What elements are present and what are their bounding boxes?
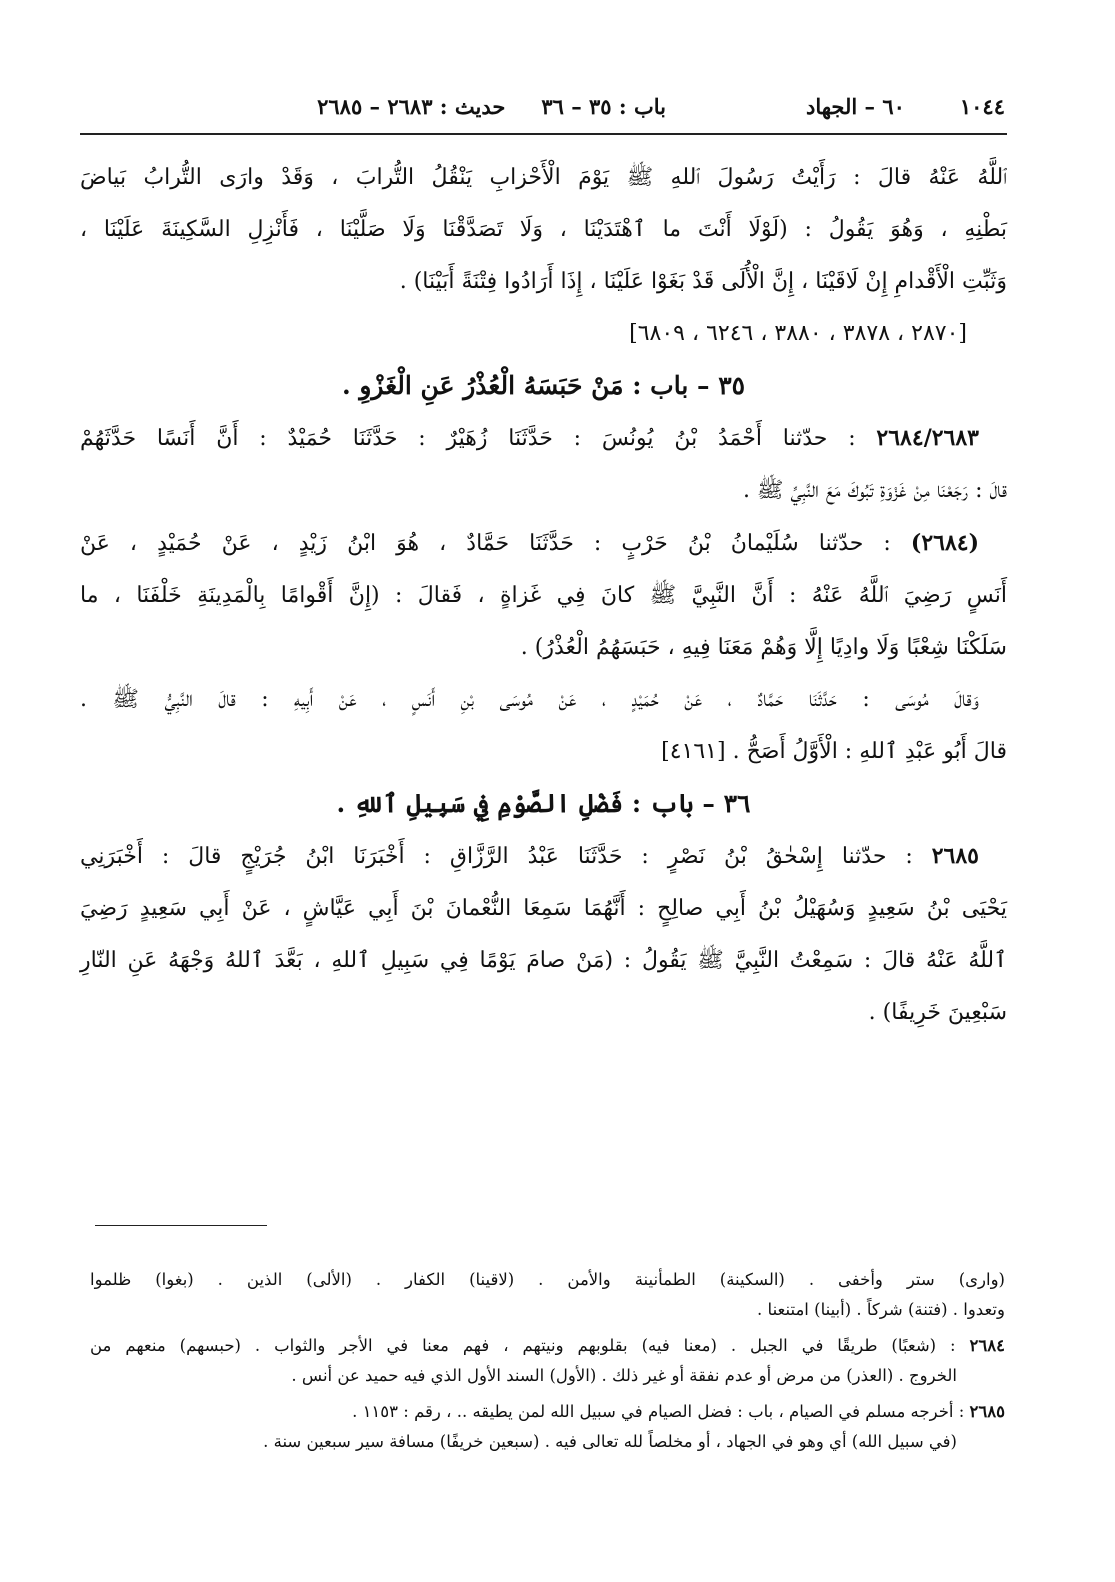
footnote-text: : أخرجه مسلم في الصيام ، باب : فضل الصيام في سبيل الله لمن يطيقه .. ، رقم : ١١٥٣ . [352,1402,970,1421]
footnotes [90,1265,1005,1463]
footnote-line: (وارى) ستر وأخفى . (السكينة) الطمأنينة والأمن . (لاقينا) الكفار . (الألى) الذين . (بغوا) ظلموا [90,1270,1005,1289]
footnote-line [90,1331,1005,1361]
page-number: ١٠٤٤ [959,93,1005,119]
footnote-2684 [90,1331,1005,1391]
footnote-number: ٢٦٨٥ [969,1402,1005,1421]
footnote-2685 [90,1397,1005,1457]
hadith-number: ٢٦٨٤/٢٦٨٣ [876,425,979,451]
bab-35-title: ٣٥ – باب : مَنْ حَبَسَهُ الْعُذْرُ عَنِ الْغَزْوِ . [341,371,746,400]
text-line: بَطْنِهِ ، وَهُوَ يَقُولُ : (لَوْلَا أَنْتَ ما ٱهْتَدَيْنَا ، وَلَا تَصَدَّقْنَا وَلَا صَلَّيْنَا ، فَأَنْزِلِ السَّكِينَةَ عَلَيْنَا ، [80,217,1007,242]
text-line: سَبْعِينَ خَرِيفًا) . [868,1000,1007,1025]
hadith-number: (٢٦٨٤) [910,530,979,556]
text-line: ٱللَّهُ عَنْهُ قالَ : رَأَيْتُ رَسُولَ ٱللهِ ﷺ يَوْمَ الْأَحْزابِ يَنْقُلُ التُّرابَ ، وَقَدْ وارَى التُّرابُ بَياضَ [80,165,1007,190]
text-line: وَثَبِّتِ الْأَقْدامِ إِنْ لَاقَيْنَا ، إِنَّ الْأُلَى قَدْ بَغَوْا عَلَيْنَا ، إِذَا أَرَادُوا فِتْنَةً أَبَيْنَا) . [399,269,1007,294]
bab-range: باب : ٣٥ – ٣٦ [541,93,666,119]
text-line: يَحْيَى بْنُ سَعِيدٍ وَسُهَيْلُ بْنُ أَبِي صالِحٍ : أَنَّهُمَا سَمِعَا النُّعْمانَ بْنَ أَبِي عَيَّاشٍ ، عَنْ أَبِي سَعِيدٍ رَضِيَ [80,896,1007,921]
running-header [230,86,1005,126]
footnote-text: : (شعبًا) طريقًا في الجبل . (معنا فيه) بقلوبهم ونيتهم ، فهم معنا في الأجر والثواب . (حبسهم) منعهم من [90,1336,970,1355]
text-line: سَلَكْنَا شِعْبًا وَلَا وادِيًا إِلَّا وَهُمْ مَعَنَا فِيهِ ، حَبَسَهُمُ الْعُذْرُ) . [520,635,1007,660]
footnote-line: الخروج . (العذر) من مرض أو عدم نفقة أو غير ذلك . (الأول) السند الأول الذي فيه حميد عن أنس . [291,1366,957,1385]
header-rule [80,133,1007,135]
text-line: قالَ أَبُو عَبْدِ ٱللهِ : الْأَوَّلُ أَصَحُّ . [٤١٦١] [661,739,1007,764]
text-line: قالَ : رَجَعْنَا مِنْ غَزْوَةِ تَبُوكَ مَعَ النَّبِيِّ ﷺ . [742,478,1007,503]
bab-36-title: ٣٦ – باب : فَضْلِ الصَّوْمِ فِي سَبِيلِ ٱللهِ . [336,789,751,818]
hadith-text: : حدّثنا أَحْمَدُ بْنُ يُونُسَ : حَدَّثَنَا زُهَيْرٌ : حَدَّثَنَا حُمَيْدٌ : أَنَّ أَنَسًا حَدَّثَهُمْ [80,426,877,451]
footnote-number: ٢٦٨٤ [969,1336,1005,1355]
footnote-line: (في سبيل الله) أي وهو في الجهاد ، أو مخلصاً لله تعالى فيه . (سبعين خريفًا) مسافة سير سبعين سنة . [263,1432,957,1451]
main-text [80,152,1007,1039]
footnote-2683 [90,1265,1005,1325]
hadith-text: : حدّثنا سُلَيْمانُ بْنُ حَرْبٍ : حَدَّثَنَا حَمَّادٌ ، هُوَ ابْنُ زَيْدٍ ، عَنْ حُمَيْدٍ ، عَنْ [80,531,911,556]
hadith-2683 [80,412,1007,465]
hadith-number: ٢٦٨٥ [931,843,979,869]
hadith-2685 [80,830,1007,883]
hadith-text: : حدّثنا إِسْحٰقُ بْنُ نَصْرٍ : حَدَّثَنَا عَبْدُ الرَّزَّاقِ : أَخْبَرَنَا ابْنُ جُرَيْجٍ قالَ : أَخْبَرَنِي [80,844,932,869]
hadith-2684 [80,517,1007,570]
cross-references: [٢٨٧٠ ، ٣٨٧٨ ، ٣٨٨٠ ، ٦٢٤٦ ، ٦٨٠٩] [629,321,967,346]
text-line: وَقالَ مُوسَى : حَدَّثَنَا حَمَّادٌ ، عَنْ حُمَيْدٍ ، عَنْ مُوسَى بْنِ أَنَسٍ ، عَنْ أَبِيهِ : قالَ النَّبِيُّ ﷺ . [80,687,979,712]
hadith-range: حديث : ٢٦٨٣ – ٢٦٨٥ [317,93,506,119]
text-line: ٱللَّهُ عَنْهُ قالَ : سَمِعْتُ النَّبِيَّ ﷺ يَقُولُ : (مَنْ صامَ يَوْمًا فِي سَبِيلِ ٱللهِ ، بَعَّدَ ٱللهُ وَجْهَهُ عَنِ النّارِ [80,948,1007,973]
text-line: أَنَسٍ رَضِيَ ٱللَّهُ عَنْهُ : أَنَّ النَّبِيَّ ﷺ كانَ فِي غَزاةٍ ، فَقالَ : (إِنَّ أَقْوامًا بِالْمَدِينَةِ خَلْفَنَا ، ما [80,583,1007,608]
footnote-line: وتعدوا . (فتنة) شركاً . (أبينا) امتنعنا . [757,1300,1005,1319]
footnote-line [90,1397,1005,1427]
chapter-title: ٦٠ – الجهاد [805,93,905,119]
footnote-rule [95,1225,267,1226]
